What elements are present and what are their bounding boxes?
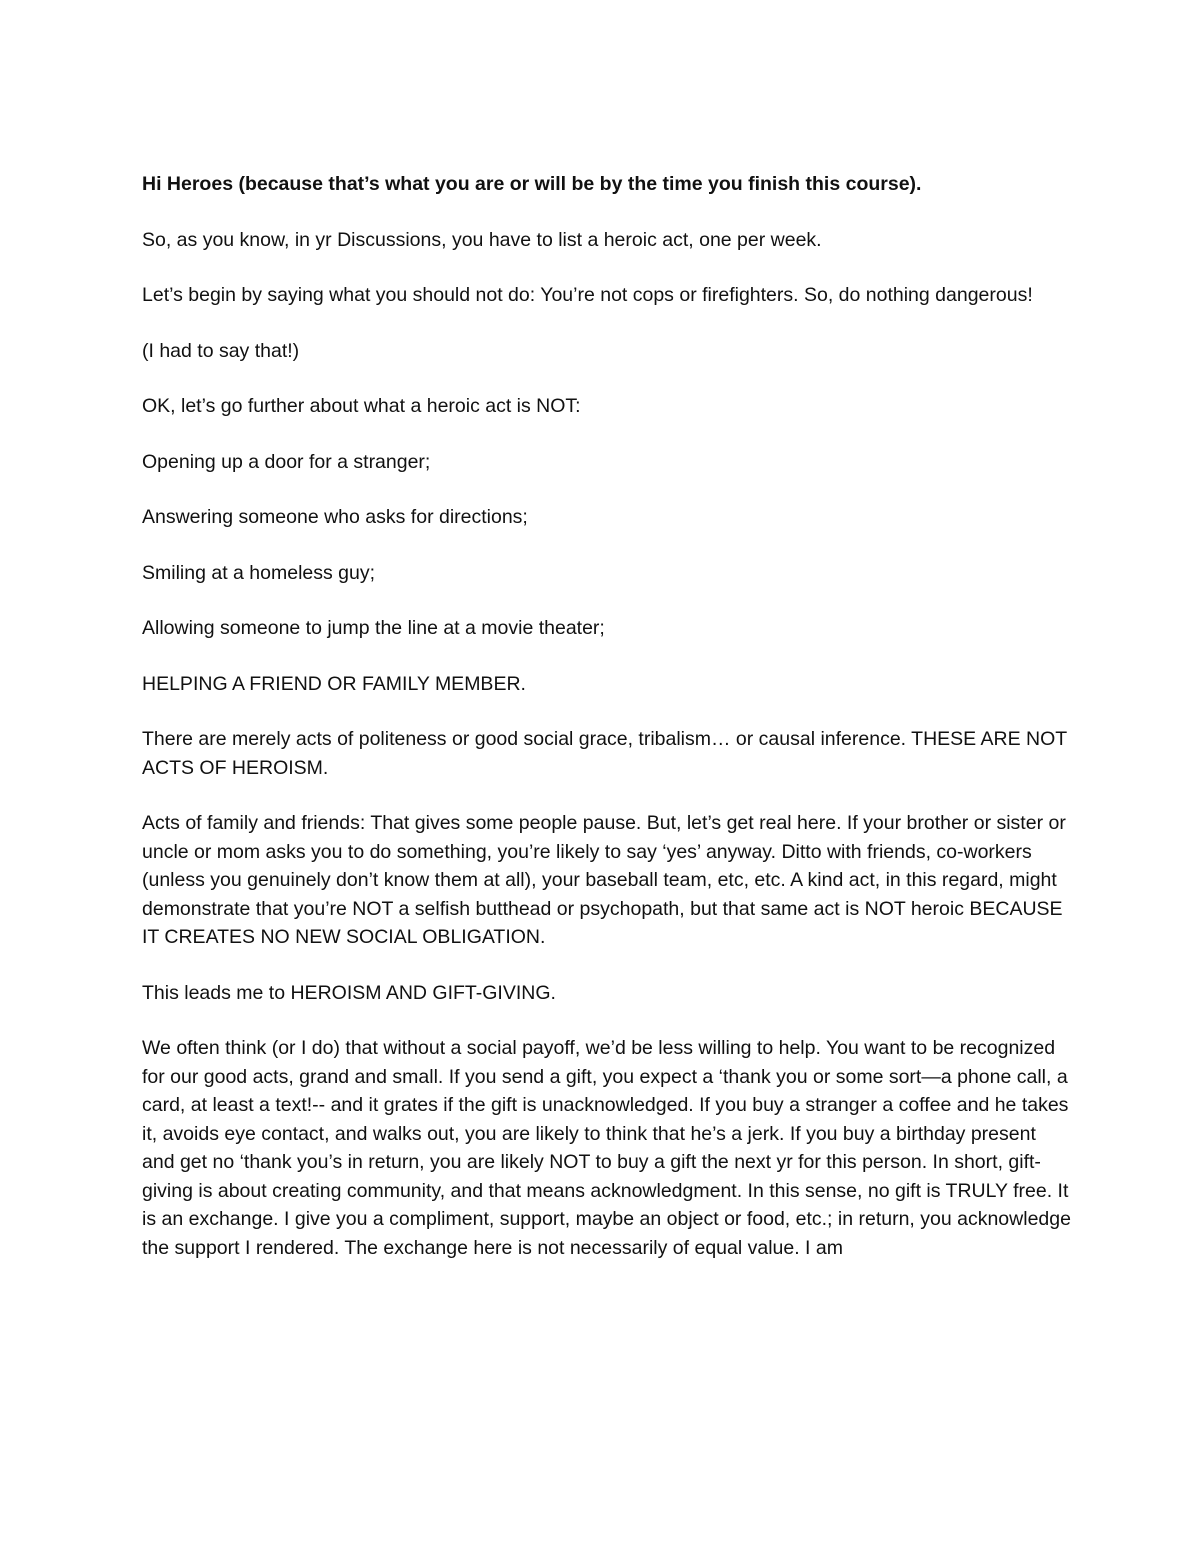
paragraph-politeness: There are merely acts of politeness or good social grace, tribalism… or causal inference. THESE ARE NOT ACTS OF HEROISM.	[142, 728, 1067, 779]
list-item-directions: Answering someone who asks for directions;	[142, 506, 528, 528]
greeting-heading: Hi Heroes (because that’s what you are or will be by the time you finish this course).	[142, 173, 922, 195]
paragraph-had-to-say: (I had to say that!)	[142, 339, 300, 362]
list-item-opening-door: Opening up a door for a stranger;	[142, 450, 431, 473]
paragraph-gift-giving-intro: This leads me to HEROISM AND GIFT-GIVING.	[142, 981, 556, 1004]
paragraph-social-payoff: We often think (or I do) that without a social payoff, we’d be less willing to help. You want to be recognized for our good acts, grand and small. If you send a gift, you expect a ‘thank you or some sort—a phone call, a card, at least a text!-- and it grates if the gift is unacknowledged. If you buy a stranger a coffee and he takes it, avoids eye contact, and walks out, you are likely to think that he’s a jerk. If you buy a birthday present and get no ‘thank you’s in return, you are likely NOT to buy a gift the next yr for this person. In short, gift-giving is about creating community, and that means acknowledgment. In this sense, no gift is TRULY free. It is an exchange. I give you a compliment, support, maybe an object or food, etc.; in return, you acknowledge the support I rendered. The exchange here is not necessarily of equal value. I am	[142, 1037, 1071, 1259]
list-item-helping-friend: HELPING A FRIEND OR FAMILY MEMBER.	[142, 672, 526, 695]
paragraph-family-friends: Acts of family and friends: That gives some people pause. But, let’s get real here. If your brother or sister or uncle or mom asks you to do something, you’re likely to say ‘yes’ anyway. Ditto with friends, co-workers (unless you genuinely don’t know them at all), your baseball team, etc, etc. A kind act, in this regard, might demonstrate that you’re NOT a selfish butthead or psychopath, but that same act is NOT heroic BECAUSE IT CREATES NO NEW SOCIAL OBLIGATION.	[142, 812, 1066, 948]
document-body	[142, 170, 1072, 1262]
paragraph-not-dangerous: Let’s begin by saying what you should not do: You’re not cops or firefighters. So, do nothing dangerous!	[142, 284, 1033, 306]
list-item-smiling: Smiling at a homeless guy;	[142, 561, 376, 584]
paragraph-what-heroic-is-not: OK, let’s go further about what a heroic act is NOT:	[142, 395, 581, 417]
list-item-jump-line: Allowing someone to jump the line at a movie theater;	[142, 617, 605, 639]
paragraph-discussions: So, as you know, in yr Discussions, you have to list a heroic act, one per week.	[142, 228, 822, 251]
